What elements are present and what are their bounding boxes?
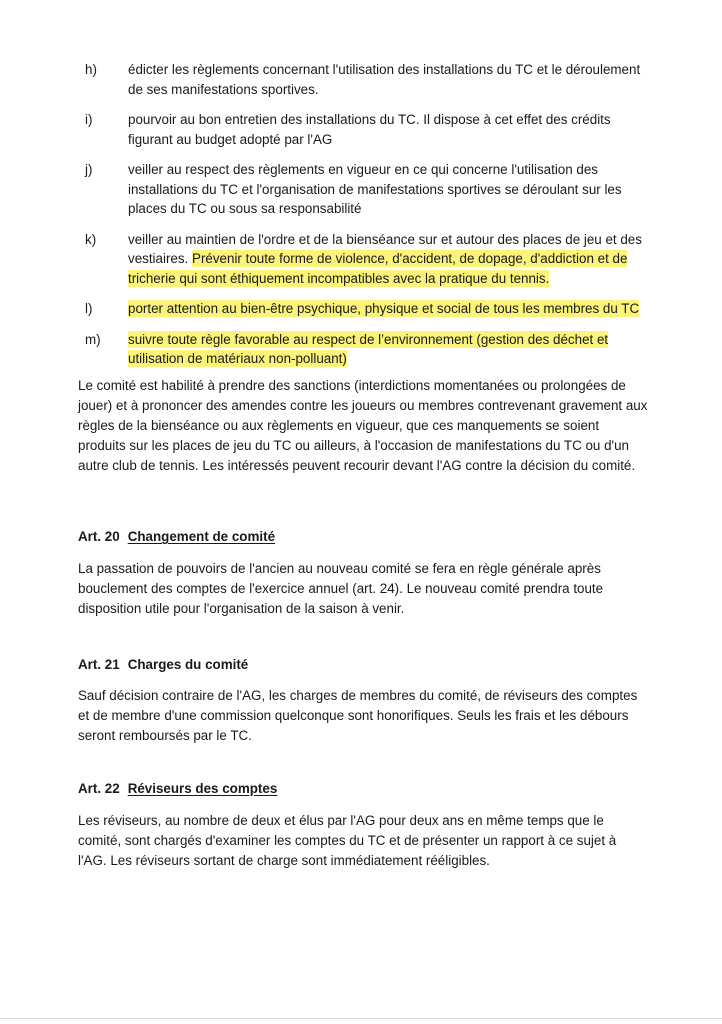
sanctions-paragraph: Le comité est habilité à prendre des sanctions (interdictions momentanées ou prolongées de jouer) et à prononcer des amendes contre les joueurs ou membres contrevenant gravement aux règles de la bienséance ou aux règlements en vigueur, que ces manquements se soient produits sur les places de jeu du TC ou ailleurs, à l'occasion de manifestations du TC ou d'un autre club de tennis. Les intéressés peuvent recourir devant l'AG contre la décision du comité. — [78, 378, 648, 473]
duties-list — [85, 60, 650, 380]
highlighted-text: Prévenir toute forme de violence, d'accident, de dopage, d'addiction et de tricherie qui sont éthiquement incompatibles avec la pratique du tennis. — [128, 251, 628, 286]
article-title: Changement de comité — [127, 529, 276, 544]
list-item-text: veiller au respect des règlements en vigueur en ce qui concerne l'utilisation des installations du TC et l'organisation de manifestations sportives se déroulant sur les places du TC ou sous sa responsabilité — [128, 162, 622, 216]
list-item-h — [85, 60, 650, 99]
article-20-heading — [78, 528, 275, 546]
page-bottom-edge — [0, 1018, 722, 1019]
list-item-text — [128, 299, 650, 319]
article-number: Art. 20 — [78, 529, 120, 544]
list-letter: h) — [85, 62, 97, 77]
list-letter: m) — [85, 331, 101, 347]
highlighted-text: porter attention au bien-être psychique, physique et social de tous les membres du TC — [128, 301, 640, 316]
list-item-text: édicter les règlements concernant l'utilisation des installations du TC et le déroulement de ses manifestations sportives. — [128, 62, 641, 97]
article-22-text: Les réviseurs, au nombre de deux et élus par l'AG pour deux ans en même temps que le comité, sont chargés d'examiner les comptes du TC et de présenter un rapport à ce sujet à l'AG. Les réviseurs sortant de charge sont immédiatement rééligibles. — [78, 813, 617, 868]
list-item-text — [128, 330, 650, 369]
list-item-k — [85, 230, 650, 289]
article-title: Charges du comité — [127, 657, 249, 672]
list-item-plain-text: veiller au maintien de l'ordre et de la bienséance sur et autour des places de jeu et des vestiaires. — [128, 231, 642, 266]
list-item-text: pourvoir au bon entretien des installations du TC. Il dispose à cet effet des crédits figurant au budget adopté par l'AG — [128, 112, 611, 147]
article-20-text: La passation de pouvoirs de l'ancien au nouveau comité se fera en règle générale après bouclement des comptes de l'exercice annuel (art. 24). Le nouveau comité prendra toute disposition utile pour l'organisation de la saison à venir. — [78, 561, 604, 616]
article-number: Art. 21 — [78, 657, 120, 672]
list-item-i — [85, 110, 650, 149]
article-21-heading — [78, 656, 248, 674]
article-number: Art. 22 — [78, 781, 120, 796]
list-item-l — [85, 299, 650, 319]
list-letter: i) — [85, 112, 93, 127]
list-letter: k) — [85, 231, 97, 247]
list-item-m — [85, 330, 650, 369]
list-letter: l) — [85, 301, 93, 316]
list-letter: j) — [85, 162, 93, 177]
article-22-heading — [78, 780, 277, 798]
article-title: Réviseurs des comptes — [127, 781, 278, 796]
list-item-text — [128, 230, 650, 289]
article-21-text: Sauf décision contraire de l'AG, les charges de membres du comité, de réviseurs des comptes et de membre d'une commission quelconque sont honorifiques. Seuls les frais et les débours seront remboursés par le TC. — [78, 688, 638, 743]
highlighted-text: suivre toute règle favorable au respect de l’environnement (gestion des déchet et utilisation de matériaux non-polluant) — [128, 331, 609, 366]
list-item-j — [85, 160, 650, 219]
